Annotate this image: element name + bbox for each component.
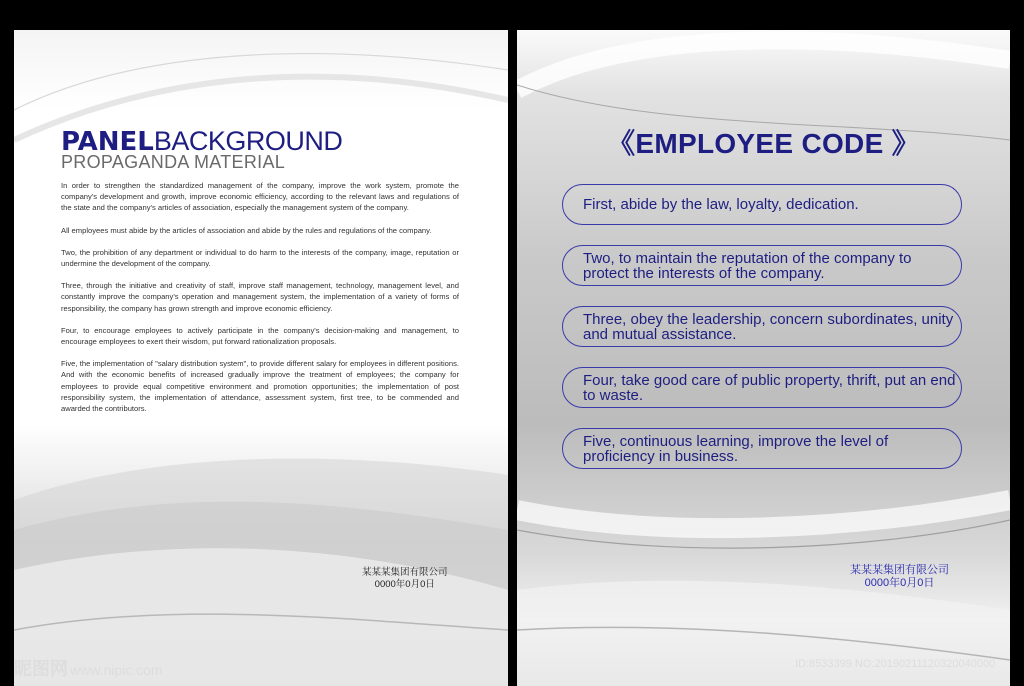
code-item-text: First, abide by the law, loyalty, dedication. <box>583 196 859 213</box>
company-name: 某某某集团有限公司 <box>362 567 448 578</box>
code-item-4 <box>562 367 962 408</box>
image-id-watermark: ID:8533399 NO:20190211120320040000 <box>795 658 996 670</box>
paragraph-4: Three, through the initiative and creativity of staff, improve staff management, technology, management level, and constantly improve the company's operation and management system, the implementation of a variety of forms of responsibility, the company has grown strength and improve economic efficiency. <box>61 281 459 313</box>
footer-date: 0000年0月0日 <box>374 579 435 590</box>
code-item-1 <box>562 184 962 225</box>
code-item-text: Three, obey the leadership, concern subordinates, unity and mutual assistance. <box>583 310 954 343</box>
footer-date: 0000年0月0日 <box>864 577 935 589</box>
nipic-watermark <box>14 655 163 681</box>
left-footer <box>362 567 448 591</box>
paragraph-3: Two, the prohibition of any department or individual to do harm to the interests of the company, image, reputation or undermine the development of the company. <box>61 247 459 269</box>
watermark-url: www.nipic.com <box>70 662 163 678</box>
code-item-text: Five, continuous learning, improve the level of proficiency in business. <box>583 432 889 465</box>
code-item-5 <box>562 428 962 469</box>
code-item-text: Four, take good care of public property, thrift, put an end to waste. <box>583 371 956 404</box>
paragraph-6: Five, the implementation of "salary distribution system", to provide different salary for employees in different positions. And with the economic benefits of increased gradually improve the treatment of employees; the company for employees to provide equal competitive environment and promotion opportunities; the implementation of post responsibility system, the implementation of attendance, assessment system, first tree, to be commended and awarded the contributors. <box>61 359 459 414</box>
body-text <box>61 180 459 425</box>
paragraph-1: In order to strengthen the standardized management of the company, improve the work system, promote the company's development and growth, improve economic efficiency, according to the relevant laws and regulations of the state and the company's articles of association, especially the management system of the company. <box>61 181 459 213</box>
code-item-3 <box>562 306 962 347</box>
right-footer <box>850 564 949 590</box>
right-panel <box>517 30 1010 686</box>
title-bold: PANEL <box>61 127 154 157</box>
panel-subtitle: PROPAGANDA MATERIAL <box>61 152 286 172</box>
left-panel <box>14 30 508 686</box>
code-item-text: Two, to maintain the reputation of the company to protect the interests of the company. <box>583 249 912 282</box>
paragraph-5: Four, to encourage employees to actively participate in the company's decision-making and management, to encourage employees to exert their wisdom, put forward rationalization proposals. <box>61 325 459 347</box>
title-rest: BACKGROUND <box>153 126 343 156</box>
employee-code-title: 《EMPLOYEE CODE 》 <box>607 128 920 159</box>
code-item-2 <box>562 245 962 286</box>
paragraph-2: All employees must abide by the articles of association and abide by the rules and regulations of the company. <box>61 225 432 235</box>
company-name: 某某某集团有限公司 <box>850 564 949 576</box>
watermark-brand: 昵图网 <box>14 659 68 680</box>
